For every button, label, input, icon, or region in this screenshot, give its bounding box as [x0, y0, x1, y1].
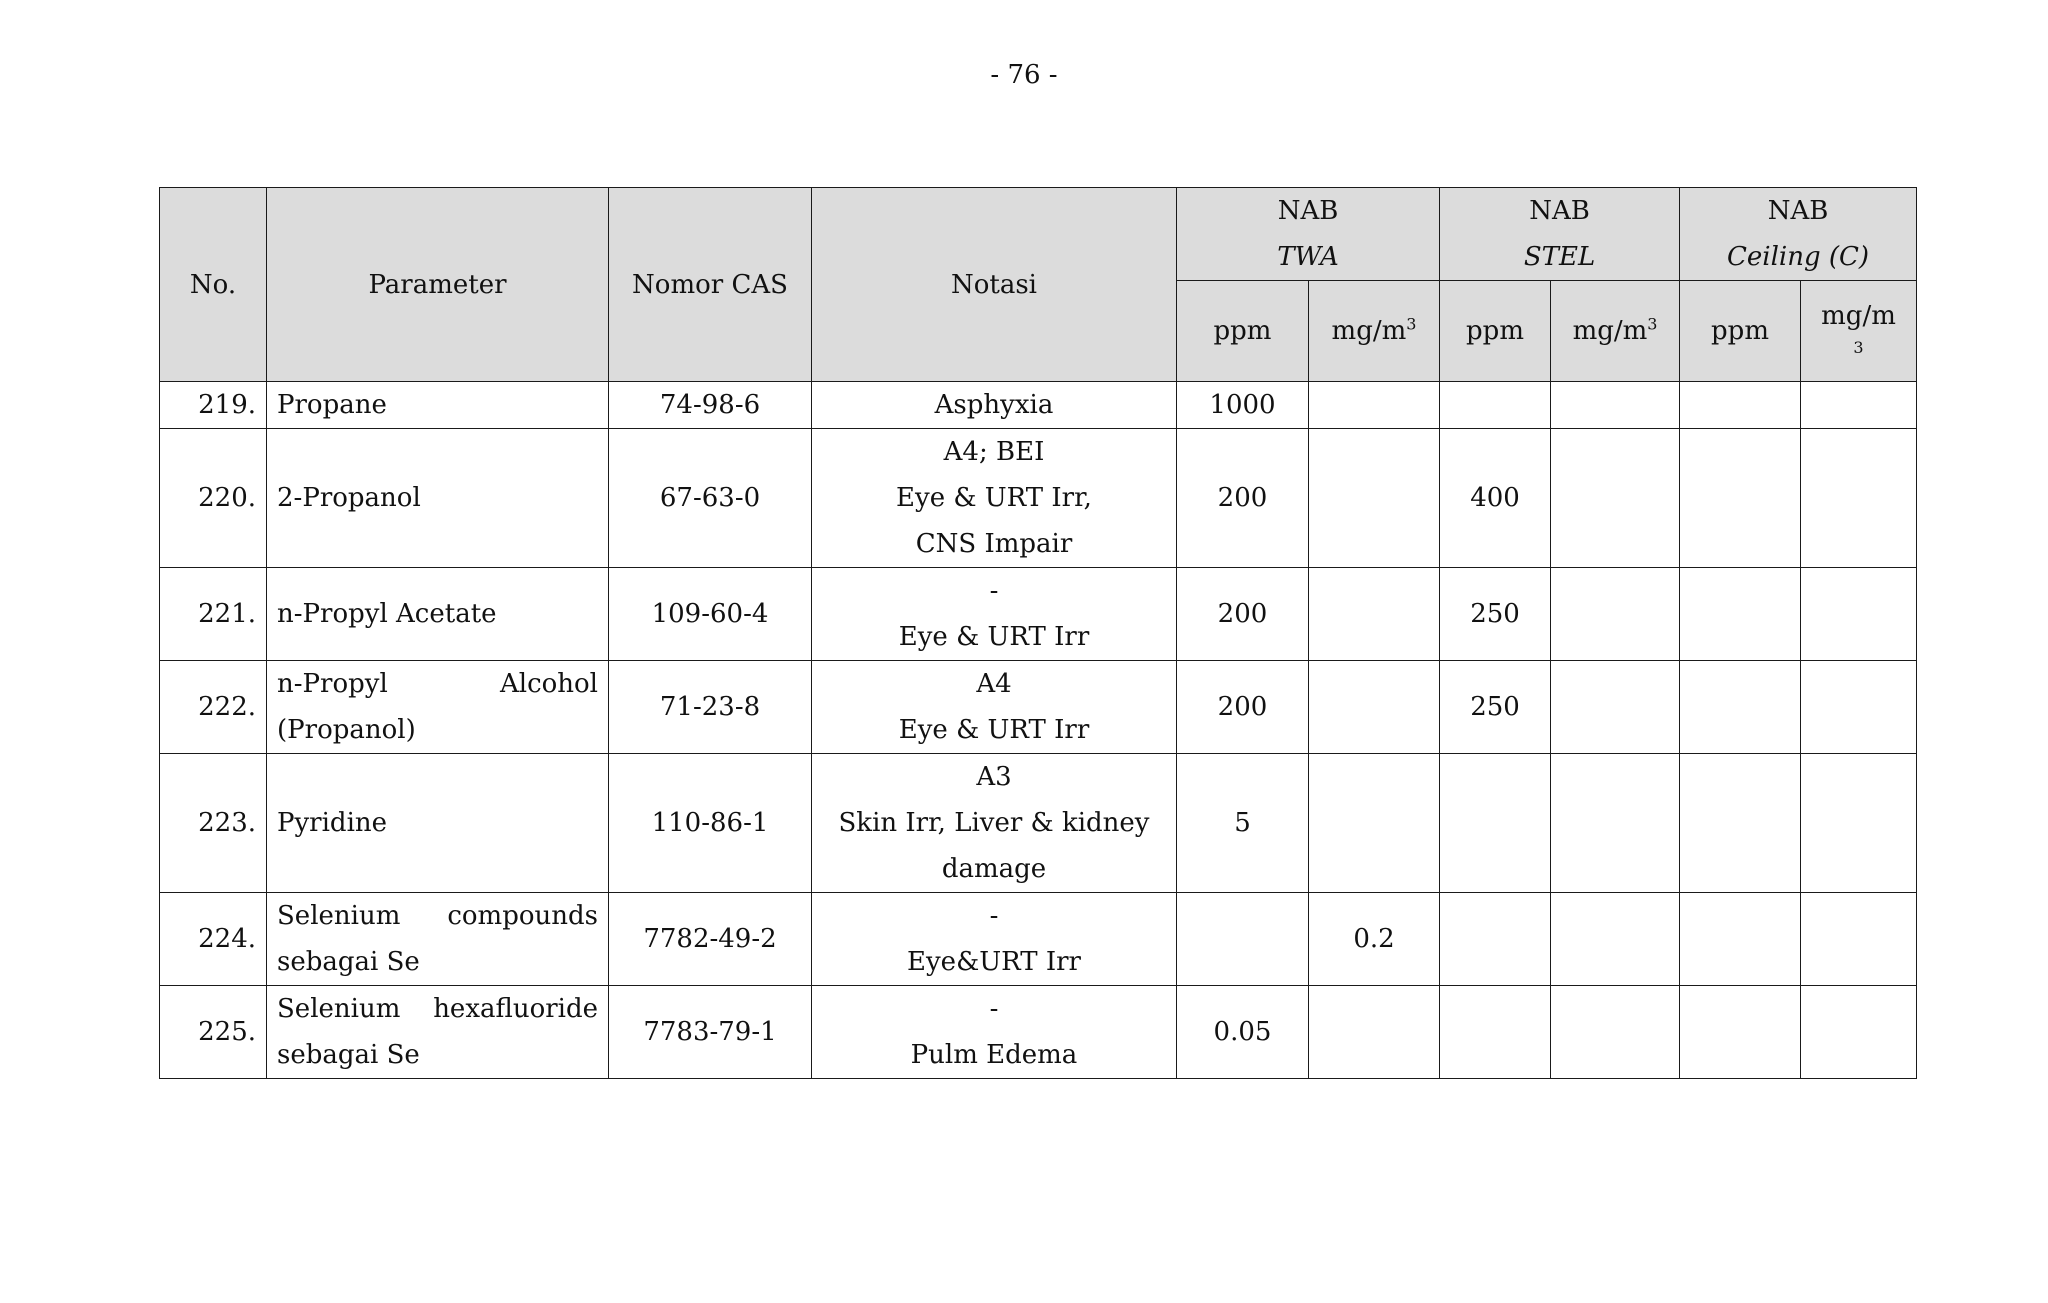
header-stel-top: NAB [1529, 196, 1590, 226]
cell-ceiling-mg [1801, 568, 1917, 661]
header-nab-stel [1440, 188, 1680, 281]
parameter-line: sebagai Se [277, 947, 420, 977]
header-stel-ppm: ppm [1440, 281, 1551, 382]
cell-twa-mg [1309, 382, 1440, 429]
cell-parameter [267, 568, 609, 661]
cell-ceiling-ppm [1680, 893, 1801, 986]
parameter-line: n-Propyl Acetate [277, 599, 497, 629]
table-row [160, 568, 1917, 661]
cell-parameter [267, 382, 609, 429]
notasi-line: Asphyxia [934, 390, 1054, 420]
table-row [160, 754, 1917, 893]
cell-twa-mg [1309, 754, 1440, 893]
cell-notasi [812, 429, 1177, 568]
notasi-line: Eye&URT Irr [907, 947, 1081, 977]
cell-stel-mg [1551, 986, 1680, 1079]
cell-twa-ppm: 200 [1177, 429, 1309, 568]
cell-twa-ppm: 1000 [1177, 382, 1309, 429]
parameter-line: sebagai Se [277, 1040, 420, 1070]
cell-twa-ppm: 200 [1177, 661, 1309, 754]
header-nab-twa [1177, 188, 1440, 281]
cell-stel-ppm [1440, 986, 1551, 1079]
cell-ceiling-mg [1801, 382, 1917, 429]
notasi-line: Pulm Edema [910, 1040, 1078, 1070]
table-row [160, 661, 1917, 754]
cell-no: 223. [160, 754, 267, 893]
cell-stel-ppm [1440, 382, 1551, 429]
cell-twa-ppm [1177, 893, 1309, 986]
cell-twa-ppm: 200 [1177, 568, 1309, 661]
cell-cas: 71-23-8 [609, 661, 812, 754]
cell-stel-mg [1551, 382, 1680, 429]
cell-stel-ppm [1440, 893, 1551, 986]
cell-cas: 67-63-0 [609, 429, 812, 568]
notasi-line: - [989, 994, 999, 1024]
cell-ceiling-mg [1801, 893, 1917, 986]
cell-cas: 109-60-4 [609, 568, 812, 661]
table-row [160, 429, 1917, 568]
cell-stel-ppm: 400 [1440, 429, 1551, 568]
cell-no: 225. [160, 986, 267, 1079]
notasi-line: - [989, 901, 999, 931]
mg-unit-sup: 3 [1406, 314, 1417, 334]
cell-parameter [267, 754, 609, 893]
cell-cas: 74-98-6 [609, 382, 812, 429]
cell-notasi [812, 986, 1177, 1079]
page-number: - 76 - [990, 60, 1058, 90]
cell-stel-mg [1551, 893, 1680, 986]
mg-unit-text: mg/m [1331, 316, 1407, 346]
cell-ceiling-ppm [1680, 986, 1801, 1079]
mg-unit-line2: 3 [1853, 338, 1864, 357]
cell-parameter [267, 893, 609, 986]
cell-ceiling-ppm [1680, 382, 1801, 429]
table-row [160, 382, 1917, 429]
cell-twa-ppm: 5 [1177, 754, 1309, 893]
cell-ceiling-ppm [1680, 754, 1801, 893]
header-ceiling-sub: Ceiling (C) [1726, 242, 1870, 272]
notasi-line: A4; BEI [943, 437, 1045, 467]
parameter-line: Propane [277, 390, 387, 420]
cell-stel-mg [1551, 661, 1680, 754]
cell-ceiling-ppm [1680, 661, 1801, 754]
mg-unit-text: mg/m [1572, 316, 1648, 346]
mg-unit-line1: mg/m [1821, 301, 1896, 331]
cell-no: 220. [160, 429, 267, 568]
notasi-line: Skin Irr, Liver & kidney [838, 808, 1150, 838]
notasi-line: A4 [976, 669, 1012, 699]
cell-stel-ppm: 250 [1440, 661, 1551, 754]
notasi-line: Eye & URT Irr [898, 715, 1090, 745]
header-twa-top: NAB [1277, 196, 1339, 226]
cell-notasi [812, 754, 1177, 893]
header-nab-ceiling [1680, 188, 1917, 281]
cell-cas: 7782-49-2 [609, 893, 812, 986]
header-notasi: Notasi [812, 188, 1177, 382]
header-twa-ppm: ppm [1177, 281, 1309, 382]
cell-cas: 7783-79-1 [609, 986, 812, 1079]
header-ceiling-ppm: ppm [1680, 281, 1801, 382]
notasi-line: - [989, 576, 999, 606]
cell-stel-ppm: 250 [1440, 568, 1551, 661]
cell-twa-mg [1309, 568, 1440, 661]
notasi-line: damage [941, 854, 1047, 884]
cell-no: 221. [160, 568, 267, 661]
cell-ceiling-mg [1801, 429, 1917, 568]
header-no: No. [160, 188, 267, 382]
cell-ceiling-ppm [1680, 429, 1801, 568]
cell-notasi [812, 382, 1177, 429]
parameter-line: Selenium hexafluoride [277, 994, 598, 1024]
cell-ceiling-mg [1801, 661, 1917, 754]
cell-twa-mg: 0.2 [1309, 893, 1440, 986]
table-row [160, 986, 1917, 1079]
cell-stel-ppm [1440, 754, 1551, 893]
cell-ceiling-ppm [1680, 568, 1801, 661]
header-cas: Nomor CAS [609, 188, 812, 382]
cell-notasi [812, 568, 1177, 661]
cell-twa-mg [1309, 986, 1440, 1079]
notasi-line: Eye & URT Irr [898, 622, 1090, 652]
table-row [160, 893, 1917, 986]
cell-ceiling-mg [1801, 986, 1917, 1079]
cell-twa-ppm: 0.05 [1177, 986, 1309, 1079]
mg-unit-sup: 3 [1647, 314, 1658, 334]
notasi-line: A3 [976, 762, 1012, 792]
cell-notasi [812, 661, 1177, 754]
header-stel-mg [1551, 281, 1680, 382]
header-twa-mg [1309, 281, 1440, 382]
cell-twa-mg [1309, 429, 1440, 568]
header-twa-sub: TWA [1277, 242, 1339, 272]
header-ceiling-mg [1801, 281, 1917, 382]
parameter-line: 2-Propanol [277, 483, 421, 513]
header-ceiling-top: NAB [1767, 196, 1829, 226]
table-header [160, 188, 1917, 382]
notasi-line: CNS Impair [915, 529, 1073, 559]
parameter-line: (Propanol) [277, 715, 416, 745]
parameter-line: Pyridine [277, 808, 388, 838]
cell-notasi [812, 893, 1177, 986]
cell-no: 224. [160, 893, 267, 986]
cell-no: 219. [160, 382, 267, 429]
nab-table [159, 187, 1917, 1079]
cell-parameter [267, 429, 609, 568]
cell-parameter [267, 661, 609, 754]
parameter-line: n-Propyl Alcohol [277, 669, 598, 699]
header-parameter: Parameter [267, 188, 609, 382]
header-stel-sub: STEL [1523, 242, 1596, 272]
table-body [160, 382, 1917, 1079]
parameter-line: Selenium compounds [277, 901, 598, 931]
cell-parameter [267, 986, 609, 1079]
cell-twa-mg [1309, 661, 1440, 754]
cell-ceiling-mg [1801, 754, 1917, 893]
cell-cas: 110-86-1 [609, 754, 812, 893]
cell-stel-mg [1551, 754, 1680, 893]
cell-stel-mg [1551, 568, 1680, 661]
cell-no: 222. [160, 661, 267, 754]
notasi-line: Eye & URT Irr, [896, 483, 1092, 513]
cell-stel-mg [1551, 429, 1680, 568]
